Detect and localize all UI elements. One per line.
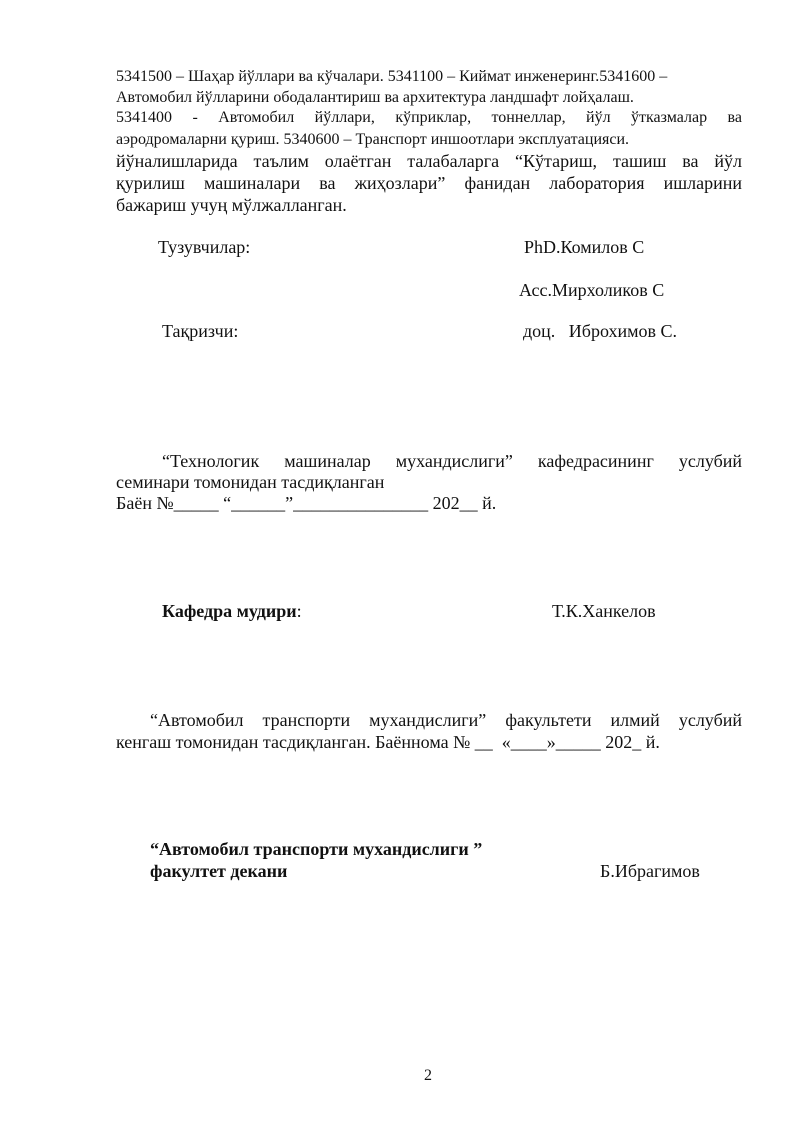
head-of-department-label: Кафедра мудири: [162, 601, 297, 621]
department-approval-line-2: семинари томонидан тасдиқланган: [116, 472, 385, 492]
intro-line-5: йўналишларида таълим олаётган талабаларга “Кўтариш, ташиш ва йўл: [116, 151, 742, 171]
head-of-department-colon: :: [296, 601, 302, 621]
author-name-2: Асс.Мирхоликов С: [519, 280, 665, 300]
page-number: 2: [424, 1067, 432, 1084]
intro-line-3: 5341400 - Автомобил йўллари, кўприклар, тоннеллар, йўл ўтказмалар ва: [116, 109, 742, 126]
intro-line-1: 5341500 – Шаҳар йўллари ва кўчалари. 5341100 – Киймат инженеринг.5341600 –: [116, 68, 668, 85]
faculty-approval-line-2: кенгаш томонидан тасдиқланган. Баённома № __ «____»_____ 202_ й.: [116, 732, 660, 752]
protocol-line: Баён №_____ “______”_______________ 202__ й.: [116, 493, 497, 513]
intro-line-6: қурилиш машиналари ва жиҳозлари” фанидан лаборатория ишларини: [116, 173, 742, 193]
head-of-department: [162, 600, 302, 622]
dean-name: Б.Ибрагимов: [600, 861, 700, 881]
intro-line-2: Автомобил йўлларини ободалантириш ва архитектура ландшафт лойҳалаш.: [116, 89, 634, 106]
intro-line-4: аэродромаларни қуриш. 5340600 – Транспорт иншоотлари эксплуатацияси.: [116, 131, 630, 148]
intro-line-7: бажариш учуң мўлжалланган.: [116, 195, 347, 215]
dean-title-line-1: “Автомобил транспорти мухандислиги ”: [150, 839, 483, 859]
head-of-department-name: Т.К.Ханкелов: [552, 601, 656, 621]
authors-label: Тузувчилар:: [158, 237, 251, 257]
author-name-1: PhD.Комилов С: [524, 237, 645, 257]
dean-title-line-2: факултет декани: [150, 861, 288, 881]
reviewer-name: доц. Иброхимов С.: [523, 321, 678, 341]
reviewer-label: Тақризчи:: [162, 321, 239, 341]
faculty-approval-line-1: “Автомобил транспорти мухандислиги” факультети илмий услубий: [150, 710, 742, 730]
department-approval-line-1: “Технологик машиналар мухандислиги” кафедрасининг услубий: [162, 451, 742, 471]
